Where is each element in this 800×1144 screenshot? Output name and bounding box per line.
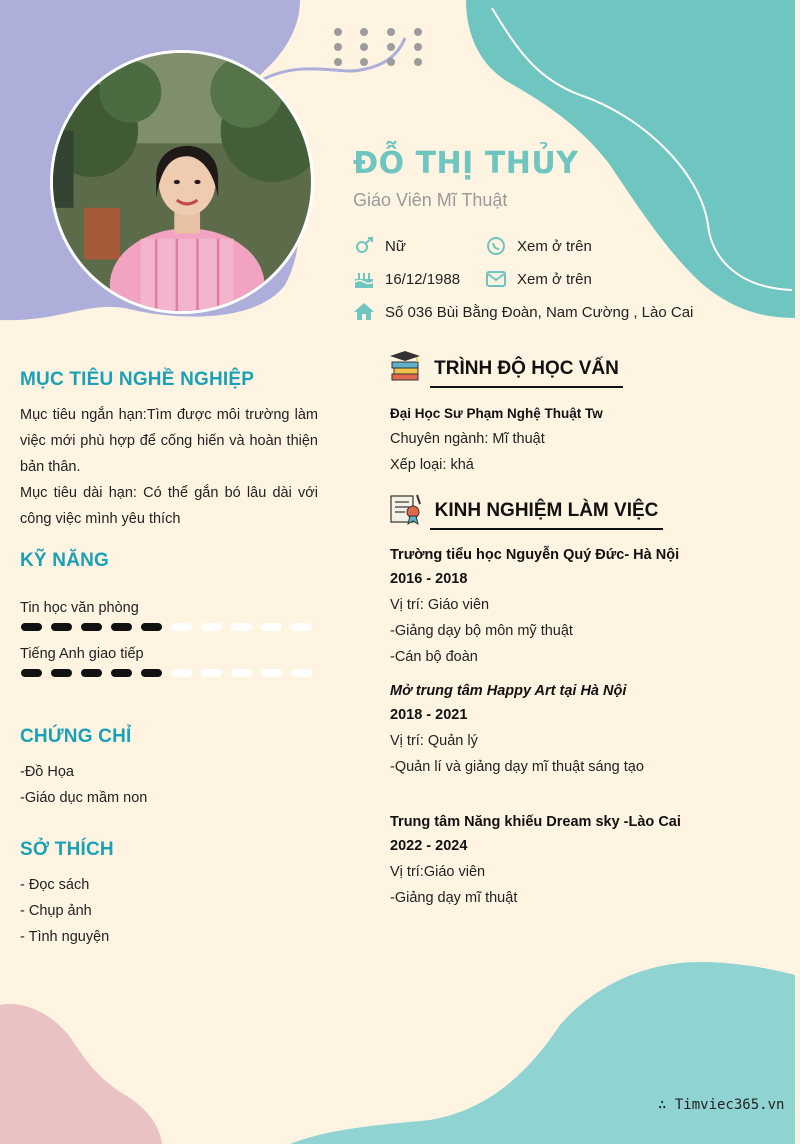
job-period: 2018 - 2021 — [390, 707, 468, 723]
skills-heading: KỸ NĂNG — [20, 550, 110, 571]
skill-segment-filled — [141, 623, 162, 631]
skill-segment-empty — [261, 623, 282, 631]
skill-segment-empty — [201, 669, 222, 677]
certificate-item: -Đồ Họa — [20, 764, 74, 780]
skill-label-english: Tiếng Anh giao tiếp — [20, 646, 144, 662]
email-value: Xem ở trên — [517, 270, 592, 288]
skill-segment-empty — [261, 669, 282, 677]
skill-segment-filled — [51, 623, 72, 631]
envelope-icon — [485, 269, 507, 289]
pink-blob — [0, 1004, 162, 1144]
education-grade: Xếp loại: khá — [390, 457, 474, 473]
job-organization: Mở trung tâm Happy Art tại Hà Nội — [390, 683, 627, 699]
job-detail: -Giảng dạy bộ môn mỹ thuật — [390, 623, 573, 639]
skill-segment-empty — [291, 623, 312, 631]
hobby-item: - Đọc sách — [20, 877, 90, 893]
skill-segment-filled — [21, 623, 42, 631]
job-detail: -Quản lí và giảng dạy mĩ thuật sáng tạo — [390, 759, 644, 775]
skill-segment-empty — [231, 669, 252, 677]
birthday-row — [353, 269, 460, 289]
job-detail: Vị trí:Giáo viên — [390, 864, 486, 880]
candidate-name: ĐỖ THỊ THỦY — [353, 146, 579, 181]
objective-heading: MỤC TIÊU NGHỀ NGHIỆP — [20, 369, 255, 390]
hobbies-heading: SỞ THÍCH — [20, 839, 114, 860]
job-period: 2016 - 2018 — [390, 571, 468, 587]
job-detail: -Cán bộ đoàn — [390, 649, 478, 665]
certificate-document-icon — [389, 492, 423, 526]
objective-long-term: Mục tiêu dài hạn: Có thể gắn bó lâu dài với công việc mình yêu thích — [20, 485, 318, 527]
light-teal-blob — [290, 962, 795, 1144]
education-school: Đại Học Sư Phạm Nghệ Thuật Tw — [390, 406, 603, 421]
gender-icon — [353, 236, 375, 256]
gender-row — [353, 236, 406, 256]
hobby-item: - Tình nguyện — [20, 929, 110, 945]
education-major: Chuyên ngành: Mĩ thuật — [390, 431, 545, 447]
skill-segment-filled — [111, 669, 132, 677]
skill-segment-filled — [51, 669, 72, 677]
job-organization: Trung tâm Năng khiếu Dream sky -Lào Cai — [390, 814, 681, 830]
home-icon — [353, 302, 375, 322]
skill-segment-filled — [141, 669, 162, 677]
watermark-text: ∴ Timviec365.vn — [658, 1097, 785, 1113]
skill-segment-filled — [21, 669, 42, 677]
cake-icon — [353, 269, 375, 289]
skill-segment-empty — [201, 623, 222, 631]
profile-photo — [50, 50, 314, 314]
skill-segment-empty — [171, 669, 192, 677]
phone-row — [485, 236, 592, 256]
job-period: 2022 - 2024 — [390, 838, 468, 854]
birthday-value: 16/12/1988 — [385, 270, 461, 288]
certificates-heading: CHỨNG CHỈ — [20, 726, 132, 747]
job-title: Giáo Viên Mĩ Thuật — [353, 190, 508, 210]
skill-bar-english — [20, 668, 320, 678]
skill-segment-empty — [231, 623, 252, 631]
skill-segment-filled — [81, 623, 102, 631]
graduation-books-icon — [389, 350, 423, 384]
whatsapp-icon — [485, 236, 507, 256]
job-detail: Vị trí: Giáo viên — [390, 597, 490, 613]
phone-value: Xem ở trên — [517, 237, 592, 255]
skill-segment-empty — [291, 669, 312, 677]
job-detail: -Giảng dạy mĩ thuật — [390, 890, 518, 906]
skill-label-office: Tin học văn phòng — [20, 600, 139, 616]
email-row — [485, 269, 592, 289]
gender-value: Nữ — [385, 237, 406, 255]
dot-grid — [334, 28, 422, 66]
job-detail: Vị trí: Quản lý — [390, 733, 478, 749]
education-heading: TRÌNH ĐỘ HỌC VẤN — [430, 358, 623, 388]
objective-short-term: Mục tiêu ngắn hạn:Tìm được môi trường làm việc mới phù hợp để cống hiến và hoàn thiện bản thân. — [20, 407, 318, 475]
job-organization: Trường tiểu học Nguyễn Quý Đức- Hà Nội — [390, 547, 680, 563]
experience-heading: KINH NGHIỆM LÀM VIỆC — [430, 500, 663, 530]
certificate-item: -Giáo dục mầm non — [20, 790, 148, 806]
skill-bar-office — [20, 622, 320, 632]
address-row — [353, 302, 693, 322]
skill-segment-empty — [171, 623, 192, 631]
skill-segment-filled — [81, 669, 102, 677]
hobby-item: - Chụp ảnh — [20, 903, 92, 919]
address-value: Số 036 Bùi Bằng Đoàn, Nam Cường , Lào Cai — [385, 303, 694, 321]
skill-segment-filled — [111, 623, 132, 631]
